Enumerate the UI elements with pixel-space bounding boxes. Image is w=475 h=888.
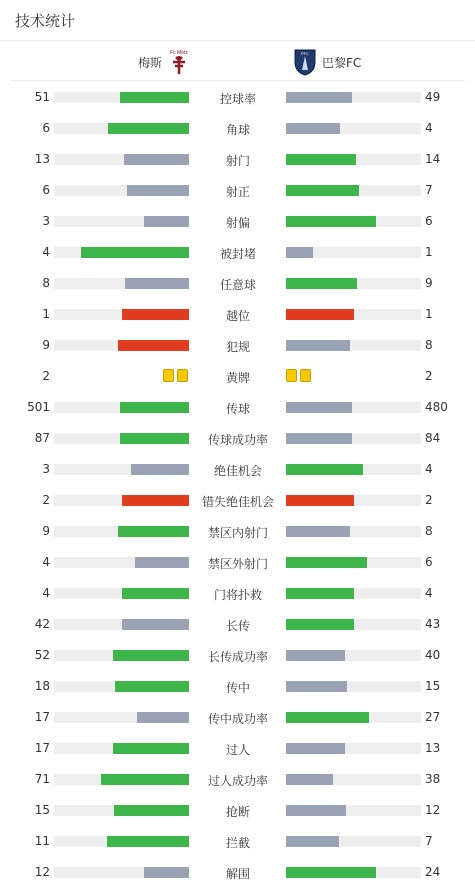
home-value: 9	[42, 338, 50, 352]
away-bar-track	[286, 216, 421, 227]
home-value: 8	[42, 276, 50, 290]
home-bar-fill	[127, 185, 189, 196]
away-team-logo	[292, 48, 318, 76]
home-bar-track	[54, 123, 189, 134]
away-value: 8	[425, 524, 433, 538]
away-bar-fill	[286, 433, 352, 444]
away-bar-fill	[286, 588, 354, 599]
away-value: 4	[425, 121, 433, 135]
away-bar-fill	[286, 92, 352, 103]
away-bar-track	[286, 247, 421, 258]
stat-label: 过人成功率	[207, 774, 268, 788]
away-bar-track	[286, 650, 421, 661]
home-value: 1	[42, 307, 50, 321]
home-bar-fill	[118, 526, 189, 537]
away-bar-track	[286, 836, 421, 847]
away-bar-track	[286, 588, 421, 599]
home-bar-track	[54, 712, 189, 723]
home-bar-track	[54, 402, 189, 413]
home-bar-fill	[124, 154, 189, 165]
stat-label: 禁区内射门	[207, 526, 268, 540]
home-value: 4	[42, 245, 50, 259]
stat-row	[0, 609, 475, 640]
home-bar-fill	[113, 650, 189, 661]
stat-row	[0, 454, 475, 485]
home-bar-track	[54, 557, 189, 568]
home-value: 15	[34, 803, 50, 817]
away-value: 49	[425, 90, 441, 104]
stat-row	[0, 82, 475, 113]
away-bar-track	[286, 867, 421, 878]
home-bar-fill	[120, 92, 189, 103]
away-bar-fill	[286, 743, 345, 754]
home-bar-track	[54, 433, 189, 444]
away-value: 8	[425, 338, 433, 352]
yellow-card-icon	[300, 369, 311, 382]
away-bar-track	[286, 464, 421, 475]
home-bar-fill	[115, 681, 189, 692]
stat-label: 拦截	[225, 836, 250, 850]
home-value: 17	[34, 710, 50, 724]
away-value: 7	[425, 183, 433, 197]
away-yellow-cards	[286, 369, 311, 382]
away-value: 84	[425, 431, 441, 445]
stat-label: 射偏	[225, 216, 250, 230]
away-bar-track	[286, 743, 421, 754]
home-bar-fill	[120, 402, 189, 413]
away-value: 40	[425, 648, 441, 662]
home-value: 6	[42, 121, 50, 135]
stat-label: 传球成功率	[207, 433, 268, 447]
away-bar-fill	[286, 526, 350, 537]
yellow-card-icon	[177, 369, 188, 382]
stat-row	[0, 206, 475, 237]
away-value: 15	[425, 679, 441, 693]
stat-row	[0, 671, 475, 702]
away-bar-track	[286, 185, 421, 196]
home-bar-fill	[101, 774, 189, 785]
away-bar-track	[286, 402, 421, 413]
away-bar-track	[286, 92, 421, 103]
home-team-logo	[168, 48, 190, 76]
home-value: 2	[42, 369, 50, 383]
stat-label: 禁区外射门	[207, 557, 268, 571]
away-bar-fill	[286, 774, 333, 785]
away-bar-fill	[286, 495, 354, 506]
home-bar-track	[54, 588, 189, 599]
away-bar-track	[286, 712, 421, 723]
away-bar-track	[286, 123, 421, 134]
home-bar-fill	[114, 805, 189, 816]
home-bar-fill	[144, 216, 189, 227]
home-value: 4	[42, 586, 50, 600]
away-bar-track	[286, 495, 421, 506]
home-value: 501	[27, 400, 50, 414]
away-bar-fill	[286, 154, 356, 165]
stat-label: 射正	[225, 185, 250, 199]
home-bar-track	[54, 278, 189, 289]
home-bar-track	[54, 774, 189, 785]
stat-row	[0, 392, 475, 423]
home-bar-fill	[113, 743, 190, 754]
away-bar-fill	[286, 309, 354, 320]
home-value: 71	[34, 772, 50, 786]
stat-label: 传中	[225, 681, 250, 695]
home-value: 6	[42, 183, 50, 197]
home-value: 3	[42, 462, 50, 476]
stat-label: 越位	[225, 309, 250, 323]
home-value: 11	[34, 834, 50, 848]
home-value: 4	[42, 555, 50, 569]
stat-label: 门将扑救	[213, 588, 262, 602]
home-bar-track	[54, 743, 189, 754]
away-value: 27	[425, 710, 441, 724]
stat-label: 角球	[225, 123, 250, 137]
home-value: 12	[34, 865, 50, 879]
away-bar-fill	[286, 619, 354, 630]
stat-row	[0, 516, 475, 547]
stat-row	[0, 485, 475, 516]
home-value: 18	[34, 679, 50, 693]
yellow-card-icon	[286, 369, 297, 382]
away-bar-track	[286, 619, 421, 630]
stat-label: 抢断	[225, 805, 250, 819]
home-bar-track	[54, 805, 189, 816]
home-bar-track	[54, 495, 189, 506]
stat-row	[0, 268, 475, 299]
home-team[interactable]	[138, 48, 190, 76]
away-bar-fill	[286, 340, 350, 351]
away-bar-fill	[286, 650, 345, 661]
home-value: 17	[34, 741, 50, 755]
away-bar-fill	[286, 557, 367, 568]
home-bar-fill	[120, 433, 189, 444]
home-bar-track	[54, 650, 189, 661]
stat-label: 被封堵	[219, 247, 256, 261]
away-bar-fill	[286, 805, 346, 816]
stat-row	[0, 733, 475, 764]
home-bar-track	[54, 836, 189, 847]
stat-row	[0, 795, 475, 826]
home-bar-fill	[81, 247, 189, 258]
home-bar-fill	[122, 309, 190, 320]
away-value: 4	[425, 462, 433, 476]
away-team-name: 巴黎FC	[322, 55, 362, 70]
stat-row	[0, 299, 475, 330]
away-value: 9	[425, 276, 433, 290]
home-bar-fill	[122, 588, 190, 599]
away-bar-track	[286, 681, 421, 692]
stat-row	[0, 330, 475, 361]
away-value: 43	[425, 617, 441, 631]
stat-label: 长传成功率	[207, 650, 268, 664]
away-value: 12	[425, 803, 441, 817]
stat-row	[0, 826, 475, 857]
stat-row	[0, 361, 475, 392]
home-value: 2	[42, 493, 50, 507]
home-bar-fill	[144, 867, 189, 878]
away-value: 13	[425, 741, 441, 755]
home-bar-fill	[122, 619, 189, 630]
stat-label: 任意球	[219, 278, 256, 292]
stat-label: 解围	[225, 867, 250, 881]
home-value: 13	[34, 152, 50, 166]
stat-row	[0, 764, 475, 795]
home-bar-track	[54, 92, 189, 103]
home-value: 3	[42, 214, 50, 228]
stat-label: 绝佳机会	[213, 464, 262, 478]
away-bar-fill	[286, 836, 339, 847]
away-bar-track	[286, 278, 421, 289]
away-bar-fill	[286, 464, 363, 475]
stat-label: 黄牌	[225, 371, 250, 385]
away-bar-fill	[286, 402, 352, 413]
home-value: 42	[34, 617, 50, 631]
away-bar-fill	[286, 681, 347, 692]
away-bar-track	[286, 154, 421, 165]
away-bar-fill	[286, 216, 376, 227]
home-yellow-cards	[163, 369, 188, 382]
home-value: 52	[34, 648, 50, 662]
away-value: 24	[425, 865, 441, 879]
stat-row	[0, 175, 475, 206]
away-bar-fill	[286, 185, 359, 196]
stat-row	[0, 547, 475, 578]
away-value: 1	[425, 245, 433, 259]
home-bar-track	[54, 681, 189, 692]
stat-row	[0, 578, 475, 609]
away-bar-track	[286, 526, 421, 537]
away-bar-track	[286, 805, 421, 816]
stat-row	[0, 237, 475, 268]
home-bar-fill	[135, 557, 189, 568]
stat-label: 控球率	[219, 92, 256, 106]
away-value: 2	[425, 369, 433, 383]
stat-label: 射门	[225, 154, 250, 168]
home-bar-fill	[118, 340, 189, 351]
stat-row	[0, 857, 475, 888]
home-bar-track	[54, 619, 189, 630]
away-bar-track	[286, 557, 421, 568]
away-bar-fill	[286, 247, 313, 258]
home-value: 9	[42, 524, 50, 538]
teams-header	[10, 42, 465, 81]
header-bar	[0, 0, 475, 41]
stat-label: 过人	[225, 743, 250, 757]
home-bar-fill	[131, 464, 189, 475]
away-bar-track	[286, 309, 421, 320]
away-value: 6	[425, 214, 433, 228]
away-bar-fill	[286, 123, 340, 134]
home-value: 87	[34, 431, 50, 445]
home-bar-track	[54, 309, 189, 320]
home-bar-track	[54, 464, 189, 475]
stat-label: 传球	[225, 402, 250, 416]
stat-row	[0, 702, 475, 733]
away-team[interactable]	[292, 48, 361, 76]
stat-label: 传中成功率	[207, 712, 268, 726]
stat-label: 错失绝佳机会	[201, 495, 274, 509]
stat-row	[0, 423, 475, 454]
home-team-name: 梅斯	[137, 55, 162, 70]
home-bar-track	[54, 247, 189, 258]
home-bar-track	[54, 526, 189, 537]
home-bar-fill	[137, 712, 189, 723]
home-bar-fill	[108, 123, 189, 134]
home-bar-track	[54, 154, 189, 165]
stat-row	[0, 640, 475, 671]
away-bar-track	[286, 340, 421, 351]
home-bar-fill	[107, 836, 190, 847]
stat-row	[0, 113, 475, 144]
stat-label: 长传	[225, 619, 250, 633]
away-value: 6	[425, 555, 433, 569]
away-bar-track	[286, 774, 421, 785]
away-bar-fill	[286, 867, 376, 878]
home-team-logo-text: Fc Metz	[170, 50, 188, 56]
home-bar-fill	[122, 495, 190, 506]
away-bar-track	[286, 433, 421, 444]
yellow-card-icon	[163, 369, 174, 382]
away-value: 4	[425, 586, 433, 600]
away-value: 1	[425, 307, 433, 321]
away-value: 14	[425, 152, 441, 166]
home-bar-track	[54, 185, 189, 196]
home-bar-track	[54, 216, 189, 227]
away-bar-fill	[286, 278, 357, 289]
away-value: 2	[425, 493, 433, 507]
page-title: 技术统计	[15, 12, 76, 30]
home-value: 51	[34, 90, 50, 104]
stat-row	[0, 144, 475, 175]
home-bar-track	[54, 340, 189, 351]
home-bar-track	[54, 867, 189, 878]
away-value: 38	[425, 772, 441, 786]
away-value: 7	[425, 834, 433, 848]
home-bar-fill	[125, 278, 189, 289]
away-team-logo-text: PFC	[301, 51, 309, 56]
stat-label: 犯规	[225, 340, 250, 354]
away-bar-fill	[286, 712, 369, 723]
away-value: 480	[425, 400, 448, 414]
